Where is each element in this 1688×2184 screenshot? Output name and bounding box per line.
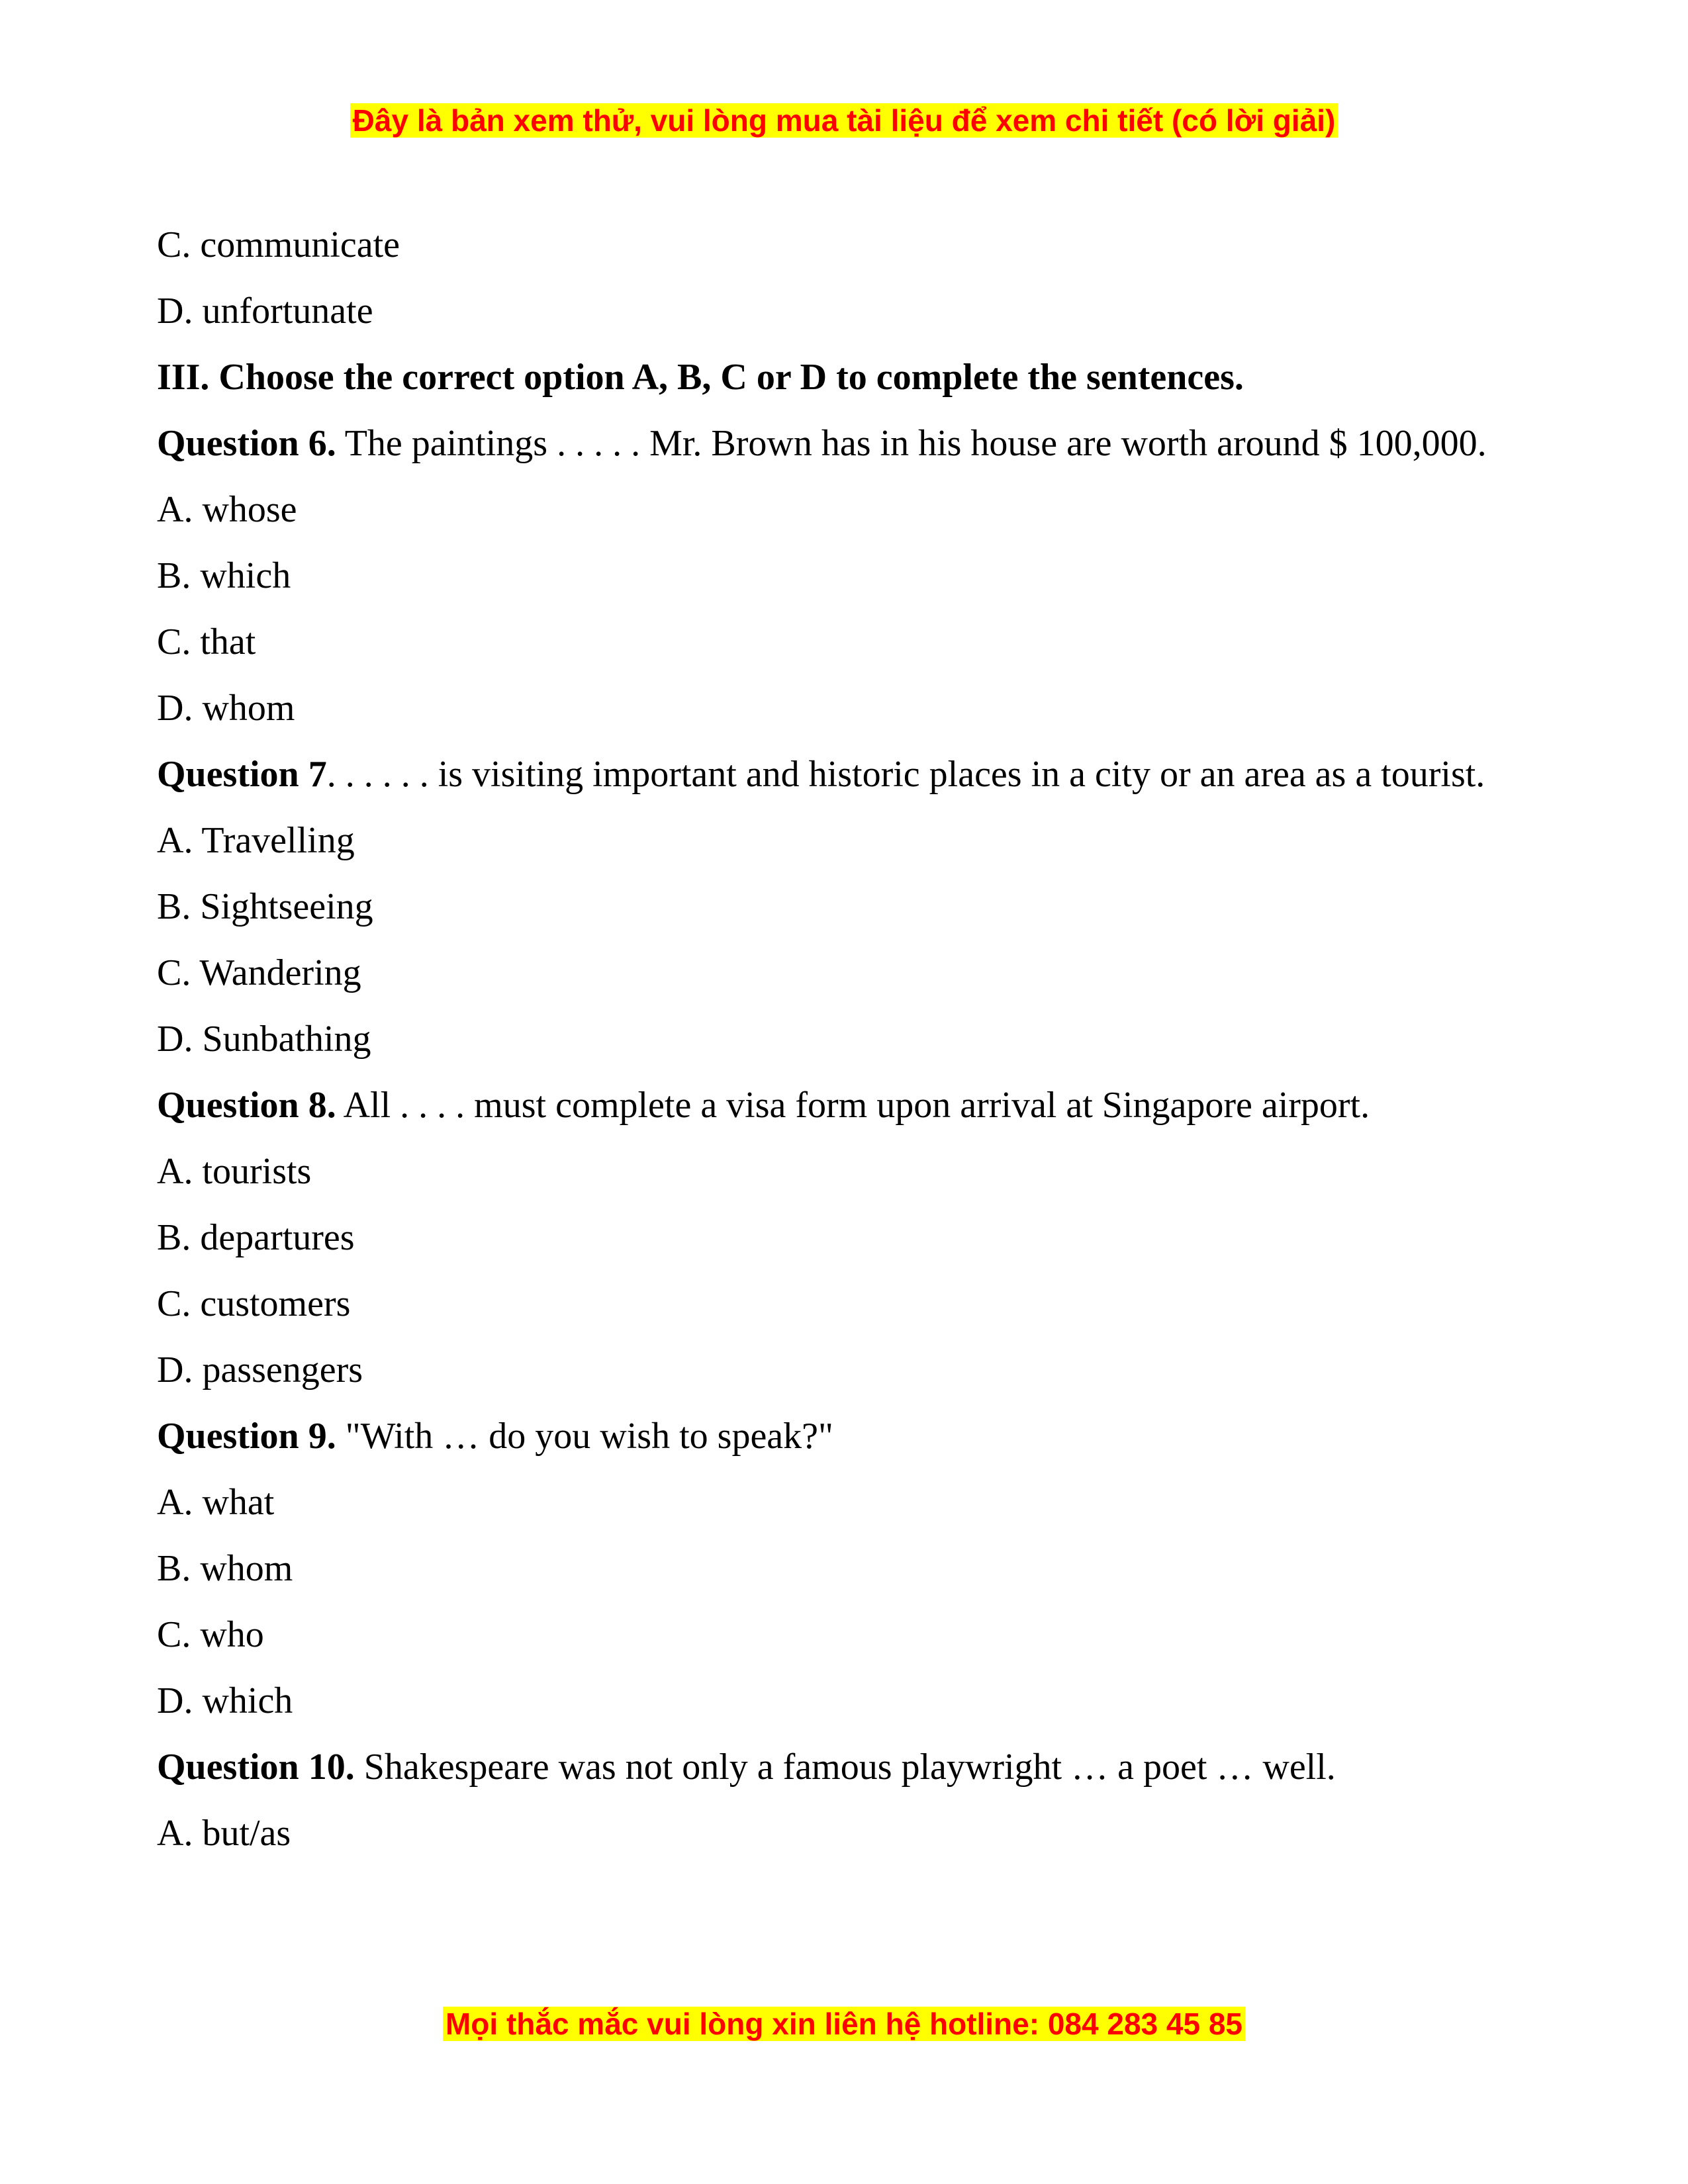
question-label: Question 6. bbox=[157, 423, 336, 464]
question-6-option-c: C. that bbox=[157, 621, 256, 662]
document-body bbox=[157, 212, 1532, 1866]
question-10-option-a: A. but/as bbox=[157, 1813, 291, 1854]
question-6-option-b: B. which bbox=[157, 555, 291, 596]
preview-notice-banner bbox=[0, 101, 1688, 140]
question-6-option-a: A. whose bbox=[157, 489, 297, 530]
option-c-previous: C. communicate bbox=[157, 224, 400, 265]
question-9-option-d: D. which bbox=[157, 1680, 293, 1721]
hotline-banner bbox=[0, 2004, 1688, 2044]
question-8-option-a: A. tourists bbox=[157, 1151, 312, 1192]
question-7-option-a: A. Travelling bbox=[157, 820, 355, 861]
question-8-option-c: C. customers bbox=[157, 1283, 351, 1324]
question-label: Question 8. bbox=[157, 1085, 336, 1126]
question-label: Question 10. bbox=[157, 1747, 355, 1788]
question-6-option-d: D. whom bbox=[157, 688, 295, 729]
question-6 bbox=[157, 410, 1532, 477]
question-7-option-d: D. Sunbathing bbox=[157, 1019, 371, 1060]
question-text: "With … do you wish to speak?" bbox=[336, 1416, 833, 1457]
question-7-option-c: C. Wandering bbox=[157, 952, 361, 993]
question-9-option-a: A. what bbox=[157, 1482, 275, 1523]
question-7-option-b: B. Sightseeing bbox=[157, 886, 373, 927]
question-9-option-b: B. whom bbox=[157, 1548, 293, 1589]
question-7 bbox=[157, 741, 1532, 807]
question-label: Question 9. bbox=[157, 1416, 336, 1457]
question-text: The paintings . . . . . Mr. Brown has in his house are worth around $ 100,000. bbox=[336, 423, 1487, 464]
question-9 bbox=[157, 1403, 1532, 1469]
question-10 bbox=[157, 1734, 1532, 1800]
question-8-option-d: D. passengers bbox=[157, 1349, 363, 1390]
question-8-option-b: B. departures bbox=[157, 1217, 355, 1258]
question-label: Question 7 bbox=[157, 754, 327, 795]
question-text: . . . . . . is visiting important and historic places in a city or an area as a tourist. bbox=[326, 754, 1485, 795]
question-8 bbox=[157, 1072, 1532, 1138]
preview-notice-text: Đây là bản xem thử, vui lòng mua tài liệu để xem chi tiết (có lời giải) bbox=[350, 103, 1338, 138]
question-text: All . . . . must complete a visa form upon arrival at Singapore airport. bbox=[336, 1085, 1370, 1126]
hotline-text: Mọi thắc mắc vui lòng xin liên hệ hotline: 084 283 45 85 bbox=[443, 2007, 1245, 2041]
option-d-previous: D. unfortunate bbox=[157, 291, 373, 332]
question-9-option-c: C. who bbox=[157, 1614, 264, 1655]
section-heading: III. Choose the correct option A, B, C or D to complete the sentences. bbox=[157, 357, 1244, 398]
question-text: Shakespeare was not only a famous playwright … a poet … well. bbox=[354, 1747, 1336, 1788]
